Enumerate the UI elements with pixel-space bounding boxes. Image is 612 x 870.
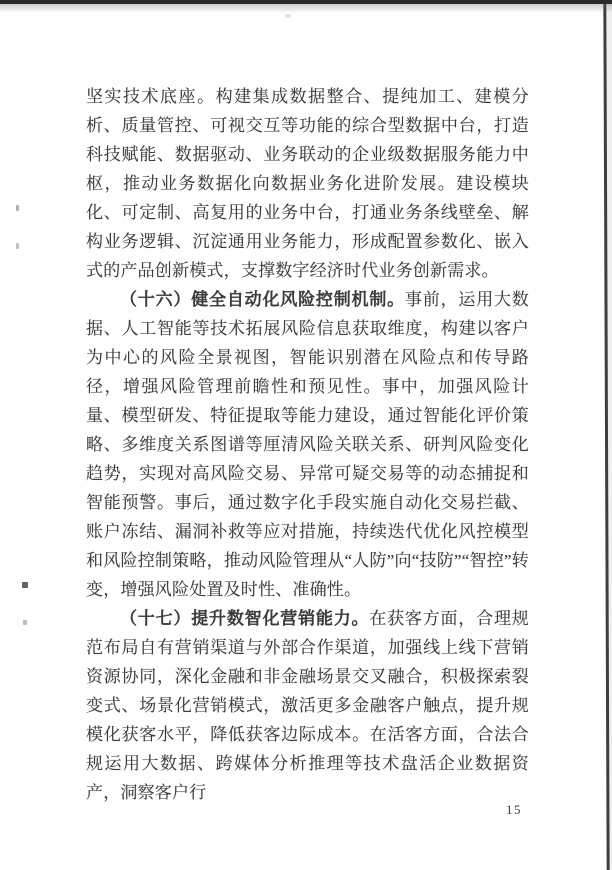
scan-artifact-speck	[16, 243, 19, 249]
paragraph-item-17	[86, 604, 529, 807]
scan-artifact-speck	[285, 14, 291, 18]
scan-artifact-speck	[23, 620, 27, 625]
scan-top-edge	[0, 0, 612, 4]
paragraph-item-16	[86, 285, 529, 604]
document-body	[86, 82, 529, 807]
scan-top-edge-shadow	[0, 4, 612, 13]
scan-artifact-speck	[16, 205, 19, 211]
paragraph-text: 坚实技术底座。构建集成数据整合、提纯加工、建模分析、质量管控、可视交互等功能的综合型数据中台，打造科技赋能、数据驱动、业务联动的企业级数据服务能力中枢，推动业务数据化向数据业务化进阶发展。建设模块化、可定制、高复用的业务中台，打通业务条线壁垒、解构业务逻辑、沉淀通用业务能力，形成配置参数化、嵌入式的产品创新模式，支撑数字经济时代业务创新需求。	[86, 87, 529, 280]
scan-artifact-speck	[22, 582, 28, 588]
paragraph-heading: （十六）健全自动化风险控制机制。	[120, 290, 405, 309]
page-number: 15	[506, 802, 522, 817]
paragraph-text: 事前，运用大数据、人工智能等技术拓展风险信息获取维度，构建以客户为中心的风险全景视图，智能识别潜在风险点和传导路径，增强风险管理前瞻性和预见性。事中，加强风险计量、模型研发、特征提取等能力建设，通过智能化评价策略、多维度关系图谱等厘清风险关联关系、研判风险变化趋势，实现对高风险交易、异常可疑交易等的动态捕捉和智能预警。事后，通过数字化手段实施自动化交易拦截、账户冻结、漏洞补救等应对措施，持续迭代优化风控模型和风险控制策略，推动风险管理从“人防”向“技防”“智控”转变，增强风险处置及时性、准确性。	[86, 290, 530, 599]
paragraph-continuation	[86, 82, 529, 285]
paragraph-text: 在获客方面，合理规范布局自有营销渠道与外部合作渠道，加强线上线下营销资源协同，深化金融和非金融场景交叉融合，积极探索裂变式、场景化营销模式，激活更多金融客户触点，提升规模化获客水平，降低获客边际成本。在活客方面，合法合规运用大数据、跨媒体分析推理等技术盘活企业数据资产，洞察客户行	[86, 609, 529, 802]
paragraph-heading: （十七）提升数智化营销能力。	[120, 609, 370, 628]
